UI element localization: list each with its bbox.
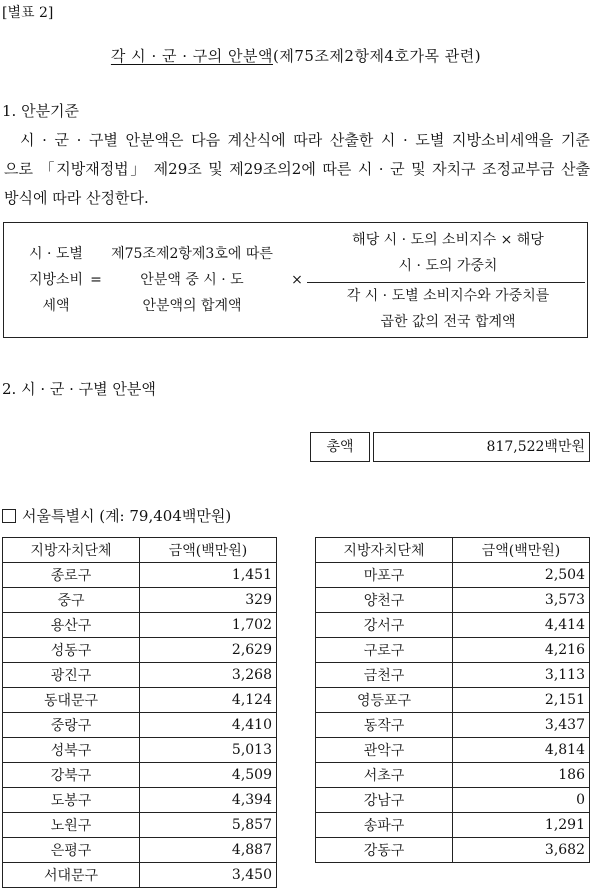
formula-middle-term <box>104 241 280 319</box>
table-row <box>316 588 590 613</box>
column-header-amount: 금액(백만원) <box>140 538 277 563</box>
section-2-heading: 2. 시 · 군 · 구별 안분액 <box>2 380 156 398</box>
table-row <box>3 813 277 838</box>
district-amount: 3,268 <box>140 663 277 688</box>
table-row <box>316 838 590 863</box>
district-name: 강북구 <box>3 763 140 788</box>
formula-left-line: 시 · 도별 <box>29 246 83 262</box>
checkbox-icon <box>2 509 16 523</box>
district-name: 성동구 <box>3 638 140 663</box>
table-row <box>3 863 277 888</box>
table-row <box>3 688 277 713</box>
column-header-entity: 지방자치단체 <box>316 538 453 563</box>
district-amount: 1,291 <box>453 813 590 838</box>
district-name: 영등포구 <box>316 688 453 713</box>
formula-mid-line: 제75조제2항제3호에 따른 <box>111 246 273 262</box>
table-row <box>316 663 590 688</box>
district-name: 마포구 <box>316 563 453 588</box>
table-row <box>316 638 590 663</box>
table-row <box>316 688 590 713</box>
total-value: 817,522백만원 <box>373 432 590 462</box>
formula-den-line: 각 시 · 도별 소비지수와 가중치를 <box>346 288 550 304</box>
district-amount: 1,451 <box>140 563 277 588</box>
district-amount: 4,509 <box>140 763 277 788</box>
district-name: 구로구 <box>316 638 453 663</box>
formula-num-line: 시 · 도의 가중치 <box>398 258 498 274</box>
district-name: 은평구 <box>3 838 140 863</box>
annex-tag: [별표 2] <box>2 5 54 21</box>
district-name: 성북구 <box>3 738 140 763</box>
table-row <box>3 613 277 638</box>
allocation-table-right <box>315 537 590 863</box>
column-header-entity: 지방자치단체 <box>3 538 140 563</box>
district-amount: 4,216 <box>453 638 590 663</box>
district-amount: 5,013 <box>140 738 277 763</box>
district-name: 서초구 <box>316 763 453 788</box>
district-amount: 4,124 <box>140 688 277 713</box>
district-name: 종로구 <box>3 563 140 588</box>
district-name: 강서구 <box>316 613 453 638</box>
paragraph-line-2: 으로 「지방재정법」 제29조 및 제29조의2에 따른 시 · 군 및 자치구 조정교부금 산출 <box>4 160 590 178</box>
formula-box <box>3 222 588 338</box>
district-amount: 329 <box>140 588 277 613</box>
district-name: 도봉구 <box>3 788 140 813</box>
table-row <box>316 563 590 588</box>
district-name: 용산구 <box>3 613 140 638</box>
district-amount: 3,682 <box>453 838 590 863</box>
table-row <box>3 838 277 863</box>
district-amount: 1,702 <box>140 613 277 638</box>
district-name: 금천구 <box>316 663 453 688</box>
district-amount: 186 <box>453 763 590 788</box>
district-amount: 3,113 <box>453 663 590 688</box>
table-row <box>3 638 277 663</box>
district-name: 강남구 <box>316 788 453 813</box>
district-name: 강동구 <box>316 838 453 863</box>
allocation-table-left <box>2 537 277 888</box>
district-amount: 2,629 <box>140 638 277 663</box>
district-amount: 2,504 <box>453 563 590 588</box>
district-amount: 4,887 <box>140 838 277 863</box>
section-1-heading: 1. 안분기준 <box>2 102 80 120</box>
district-name: 관악구 <box>316 738 453 763</box>
formula-equals: = <box>90 272 102 288</box>
table-row <box>316 738 590 763</box>
formula-mid-line: 안분액의 합계액 <box>142 298 242 314</box>
formula-numerator <box>307 227 589 279</box>
table-header-row <box>316 538 590 563</box>
district-name: 동대문구 <box>3 688 140 713</box>
formula-denominator <box>307 283 589 335</box>
table-row <box>3 788 277 813</box>
document-title <box>0 45 592 66</box>
table-row <box>3 763 277 788</box>
formula-num-line: 해당 시 · 도의 소비지수 × 해당 <box>352 232 544 248</box>
district-amount: 4,410 <box>140 713 277 738</box>
district-name: 동작구 <box>316 713 453 738</box>
criteria-paragraph <box>4 126 590 213</box>
formula-left-line: 지방소비 <box>28 272 84 288</box>
column-header-amount: 금액(백만원) <box>453 538 590 563</box>
title-main: 각 시 · 군 · 구의 안분액 <box>110 47 273 65</box>
district-amount: 5,857 <box>140 813 277 838</box>
table-row <box>3 563 277 588</box>
total-label: 총액 <box>310 432 370 462</box>
district-amount: 3,450 <box>140 863 277 888</box>
table-row <box>316 713 590 738</box>
district-name: 송파구 <box>316 813 453 838</box>
formula-den-line: 곱한 값의 전국 합계액 <box>380 314 516 330</box>
formula-times: × <box>291 272 303 288</box>
district-amount: 0 <box>453 788 590 813</box>
district-name: 광진구 <box>3 663 140 688</box>
table-row <box>3 663 277 688</box>
district-amount: 3,437 <box>453 713 590 738</box>
seoul-heading-text: 서울특별시 (계: 79,404백만원) <box>22 507 232 525</box>
table-header-row <box>3 538 277 563</box>
district-amount: 4,814 <box>453 738 590 763</box>
table-row <box>316 613 590 638</box>
table-row <box>3 713 277 738</box>
district-name: 노원구 <box>3 813 140 838</box>
district-name: 중구 <box>3 588 140 613</box>
table-row <box>316 788 590 813</box>
paragraph-line-1: 시 · 군 · 구별 안분액은 다음 계산식에 따라 산출한 시 · 도별 지방소비세액을 기준 <box>20 131 590 149</box>
district-amount: 4,394 <box>140 788 277 813</box>
formula-left-line: 세액 <box>42 298 70 314</box>
district-name: 양천구 <box>316 588 453 613</box>
table-row <box>316 763 590 788</box>
district-amount: 2,151 <box>453 688 590 713</box>
district-amount: 3,573 <box>453 588 590 613</box>
table-row <box>3 738 277 763</box>
district-amount: 4,414 <box>453 613 590 638</box>
title-reference: (제75조제2항제4호가목 관련) <box>273 47 482 65</box>
district-name: 서대문구 <box>3 863 140 888</box>
paragraph-line-3: 방식에 따라 산정한다. <box>4 189 149 207</box>
table-row <box>316 813 590 838</box>
table-row <box>3 588 277 613</box>
formula-mid-line: 안분액 중 시 · 도 <box>140 272 244 288</box>
seoul-heading <box>2 505 231 526</box>
district-name: 중랑구 <box>3 713 140 738</box>
